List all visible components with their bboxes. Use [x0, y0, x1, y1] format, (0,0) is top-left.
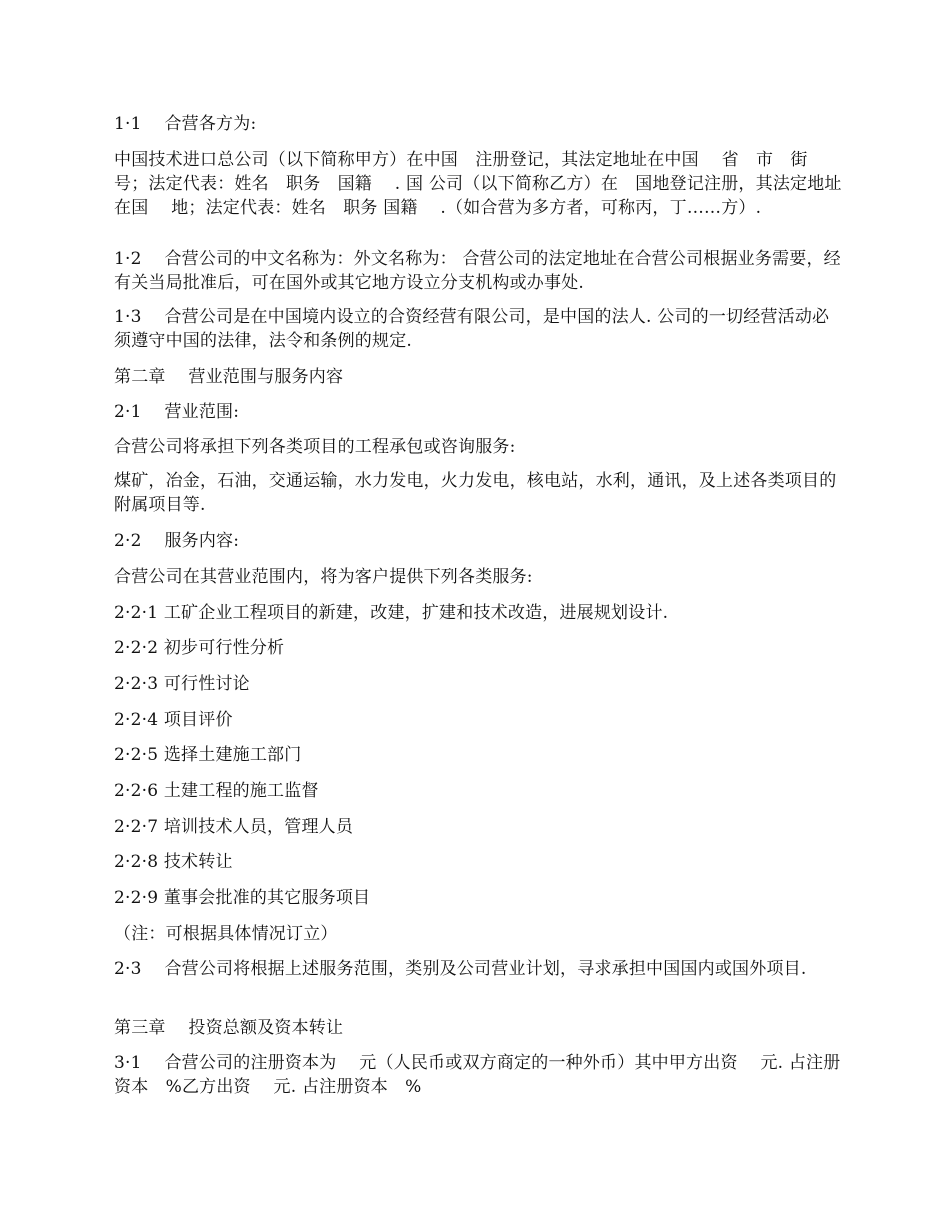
clause-2-2-heading: 2·2 服务内容:: [114, 531, 240, 551]
clause-2-2-8: 2·2·8 技术转让: [114, 852, 233, 872]
chapter-3-heading: 第三章 投资总额及资本转让: [114, 1018, 344, 1038]
clause-2-3: 2·3 合营公司将根据上述服务范围，类别及公司营业计划，寻求承担中国国内或国外项目.: [114, 959, 807, 979]
note-text: （注：可根据具体情况订立）: [114, 924, 338, 944]
clause-2-1-heading: 2·1 营业范围:: [114, 402, 240, 422]
clause-2-1-intro: 合营公司将承担下列各类项目的工程承包或咨询服务:: [114, 437, 516, 457]
clause-2-2-2: 2·2·2 初步可行性分析: [114, 638, 285, 658]
clause-3-1: 3·1 合营公司的注册资本为 元（人民币或双方商定的一种外币）其中甲方出资 元. 占注册资本 %乙方出资 元. 占注册资本 %: [114, 1053, 841, 1097]
clause-1-3: 1·3 合营公司是在中国境内设立的合资经营有限公司，是中国的法人. 公司的一切经营活动必须遵守中国的法律，法令和条例的规定.: [114, 307, 830, 351]
chapter-2-heading: 第二章 营业范围与服务内容: [114, 367, 344, 387]
clause-2-2-intro: 合营公司在其营业范围内，将为客户提供下列各类服务:: [114, 567, 533, 587]
clause-2-2-7: 2·2·7 培训技术人员，管理人员: [114, 817, 354, 837]
clause-2-1-list: 煤矿，冶金，石油，交通运输，水力发电，火力发电，核电站，水利，通讯，及上述各类项目的附属项目等.: [114, 471, 837, 515]
clause-1-1-body: 中国技术进口总公司（以下简称甲方）在中国 注册登记，其法定地址在中国 省 市 街 号；法定代表：姓名 职务 国籍 . 国 公司（以下简称乙方）在 国地登记注册，其法定地址在国 地；法定代表：姓名 职务 国籍 .（如合营为多方者，可称丙，丁……方）.: [114, 150, 842, 218]
clause-2-2-5: 2·2·5 选择土建施工部门: [114, 745, 302, 765]
clause-2-2-6: 2·2·6 土建工程的施工监督: [114, 781, 319, 801]
clause-1-1-heading: 1·1 合营各方为:: [114, 114, 257, 134]
clause-2-2-1: 2·2·1 工矿企业工程项目的新建，改建，扩建和技术改造，进展规划设计.: [114, 603, 669, 623]
clause-2-2-3: 2·2·3 可行性讨论: [114, 674, 250, 694]
clause-2-2-4: 2·2·4 项目评价: [114, 710, 233, 730]
clause-2-2-9: 2·2·9 董事会批准的其它服务项目: [114, 888, 371, 908]
clause-1-2: 1·2 合营公司的中文名称为：外文名称为： 合营公司的法定地址在合营公司根据业务需要，经有关当局批准后，可在国外或其它地方设立分支机构或办事处.: [114, 249, 841, 293]
